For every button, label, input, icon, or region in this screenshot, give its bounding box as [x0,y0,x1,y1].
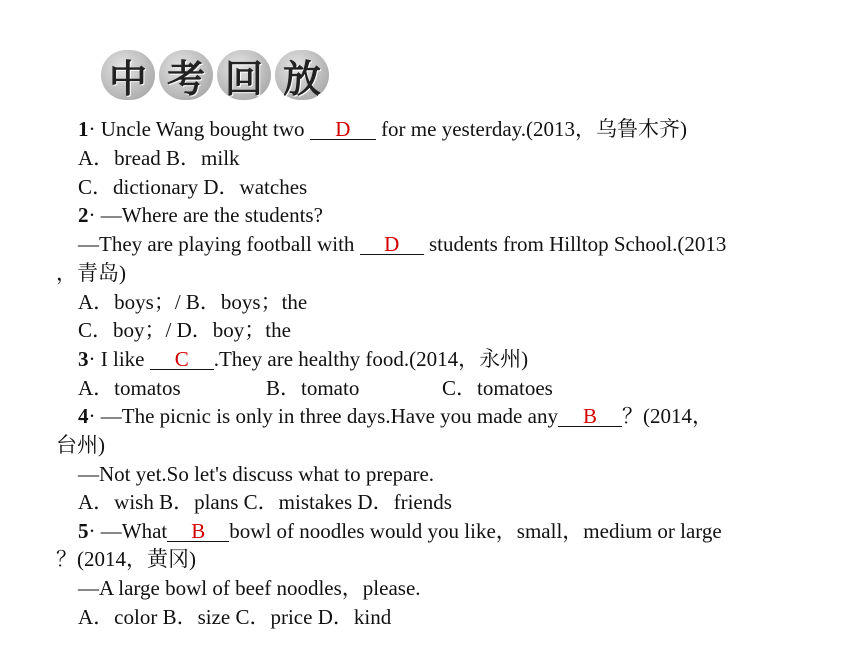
banner-char: 放 [275,50,329,100]
answer-blank [558,404,622,427]
stem-text: .They are healthy food.(2014，永州) [213,347,529,371]
question-number: 5 [78,519,89,543]
stem-text: students from Hilltop School.(2013 [423,232,727,256]
options-line: A．bread B．milk [78,146,240,170]
stem-text: —What [100,519,168,543]
question-2-stem: 2· —Where are the students? [78,203,323,227]
stem-text: bowl of noodles would you like，small，medium or large [229,519,722,543]
answer-letter: B [191,519,206,543]
question-4-stem: 4· —The picnic is only in three days.Have you made any B ？(2014， [78,404,713,428]
stem-text: Uncle Wang bought two [100,117,310,141]
banner-char: 回 [217,50,271,100]
option: B．tomato [266,376,360,400]
question-number: 3 [78,347,89,371]
banner-char: 中 [101,50,155,100]
answer-letter: C [174,347,189,371]
stem-text: for me yesterday.(2013，乌鲁木齐) [375,117,688,141]
options-line [78,376,553,400]
question-number: 2 [78,203,89,227]
stem-text: —A large bowl of beef noodles，please. [78,576,421,600]
stem-text: ？(2014，黄冈) [56,547,196,571]
stem-text: —Where are the students? [100,203,323,227]
options-line: C．boy；/ D．boy；the [78,318,291,342]
question-3-stem: 3· I like C .They are healthy food.(2014，永州) [78,347,529,371]
stem-text: —The picnic is only in three days.Have you made any [100,404,558,428]
options-line: A．boys；/ B．boys；the [78,290,308,314]
banner-char: 考 [159,50,213,100]
question-number: 4 [78,404,89,428]
option: A．tomatos [78,376,181,400]
options-line: A．wish B．plans C．mistakes D．friends [78,490,452,514]
answer-blank [360,232,424,255]
answer-blank [150,347,214,370]
answer-blank [167,519,229,542]
stem-text: ？(2014， [621,404,713,428]
answer-blank [310,117,376,140]
answer-letter: B [582,404,597,428]
question-number: 1 [78,117,89,141]
question-2-line2 [78,232,726,256]
answer-letter: D [384,232,400,256]
option: C．tomatoes [442,376,553,400]
stem-text: —Not yet.So let's discuss what to prepare. [78,462,435,486]
stem-text: ，青岛) [56,261,126,285]
question-5-stem: 5· —What B bowl of noodles would you like，small，medium or large [78,519,722,543]
answer-letter: D [335,117,351,141]
question-1-stem: 1· Uncle Wang bought two D for me yesterday.(2013，乌鲁木齐) [78,117,688,141]
options-line: C．dictionary D．watches [78,175,308,199]
stem-text: —They are playing football with [78,232,360,256]
stem-text: 台州) [56,433,105,457]
stem-text: I like [100,347,150,371]
section-banner [101,50,329,102]
options-line: A．color B．size C．price D．kind [78,605,392,629]
